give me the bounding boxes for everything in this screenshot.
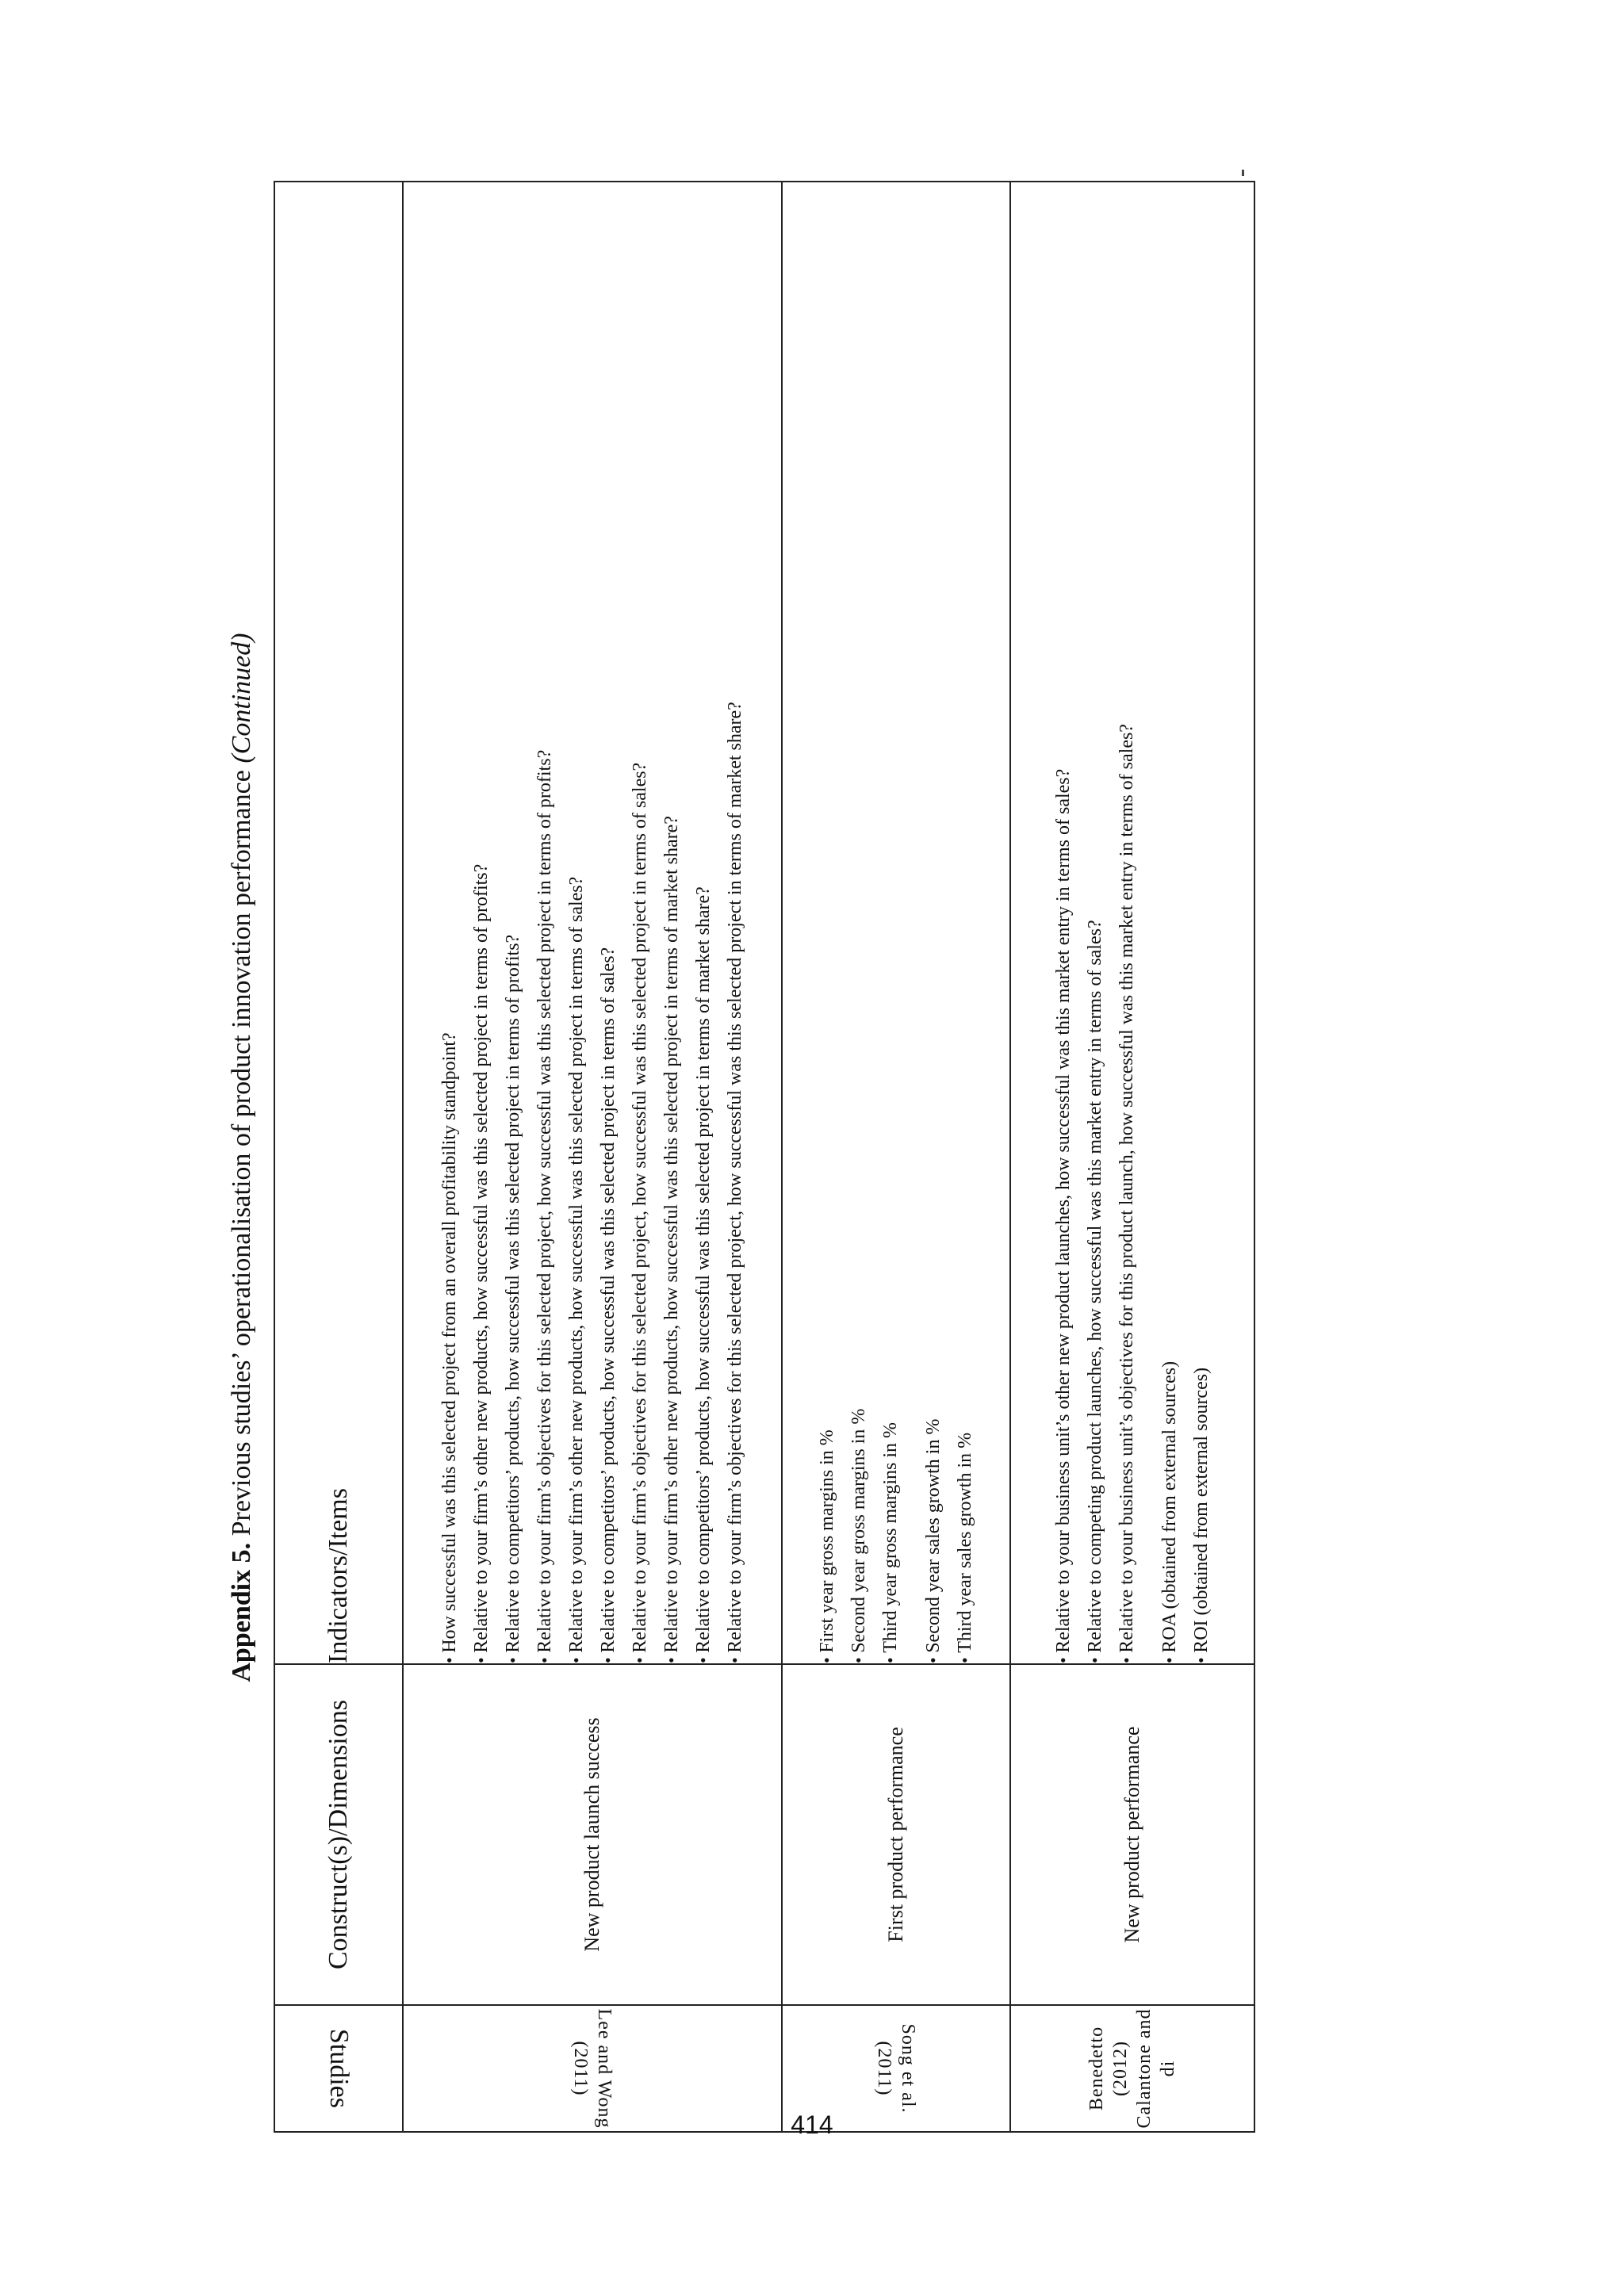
items-list [811, 182, 981, 1663]
list-item: • Second year gross margins in % [843, 182, 875, 1663]
list-item: • Relative to your firm’s objectives for this selected project, how successful was this selected project in terms of market share? [719, 182, 751, 1663]
rotated-page-content [218, 182, 1249, 2133]
title-text: Previous studies’ operationalisation of product innovation performance [227, 763, 256, 1543]
list-item: • Relative to your firm’s other new products, how successful was this selected project in terms of market share? [656, 182, 688, 1663]
study-line: Benedetto (2012) [1086, 2026, 1131, 2111]
title-suffix: (Continued) [227, 633, 256, 763]
scan-mark [1242, 170, 1244, 176]
header-studies: Studies [274, 2005, 403, 2132]
table-header-row [274, 182, 403, 2132]
list-item: • Relative to competitors’ products, how successful was this selected project in terms of profits? [497, 182, 529, 1663]
construct-cell: New product launch success [403, 1664, 782, 2005]
list-item: • Relative to your business unit’s objectives for this product launch, how successful was this market entry in terms of sales? [1111, 182, 1143, 1663]
list-item: • Relative to your firm’s objectives for this selected project, how successful was this selected project in terms of profits? [529, 182, 561, 1663]
list-item: • Relative to your firm’s other new products, how successful was this selected project in terms of profits? [465, 182, 497, 1663]
title-prefix: Appendix 5. [227, 1542, 256, 1682]
items-list [434, 182, 751, 1663]
list-item: • Relative to competitors’ products, how successful was this selected project in terms of market share? [688, 182, 719, 1663]
list-item: • Third year gross margins in % [875, 182, 906, 1663]
list-item: • Third year sales growth in % [949, 182, 981, 1663]
table-row [782, 182, 1010, 2132]
list-item: • Relative to competing product launches, how successful was this market entry in terms of sales? [1079, 182, 1111, 1663]
study-cell: Song et al. (2011) [782, 2005, 1010, 2132]
list-item: • ROI (obtained from external sources) [1185, 182, 1217, 1663]
study-cell: Lee and Wong (2011) [403, 2005, 782, 2132]
list-item: • Relative to your firm’s other new products, how successful was this selected project in terms of sales? [561, 182, 592, 1663]
operationalisation-table [274, 181, 1255, 2133]
construct-cell: First product performance [782, 1664, 1010, 2005]
items-list [1048, 182, 1217, 1663]
list-item: • Relative to competitors’ products, how successful was this selected project in terms of sales? [592, 182, 624, 1663]
list-item: • How successful was this selected project from an overall profitability standpoint? [434, 182, 465, 1663]
construct-cell: New product performance [1010, 1664, 1254, 2005]
list-item: • First year gross margins in % [811, 182, 843, 1663]
table-row [1010, 182, 1254, 2132]
study-line: Calantone and di [1134, 2008, 1178, 2129]
appendix-title [218, 182, 266, 2133]
list-item: • Relative to your firm’s objectives for this selected project, how successful was this selected project in terms of sales? [624, 182, 656, 1663]
items-cell [403, 182, 782, 1664]
table-row [403, 182, 782, 2132]
page-number: 414 [791, 2110, 833, 2139]
items-cell [1010, 182, 1254, 1664]
list-item: • Relative to your business unit’s other new product launches, how successful was this market entry in terms of sales? [1048, 182, 1079, 1663]
header-construct: Construct(s)/Dimensions [274, 1664, 403, 2005]
header-items: Indicators/Items [274, 182, 403, 1664]
list-item: • Second year sales growth in % [917, 182, 949, 1663]
items-cell [782, 182, 1010, 1664]
list-item: • ROA (obtained from external sources) [1154, 182, 1185, 1663]
